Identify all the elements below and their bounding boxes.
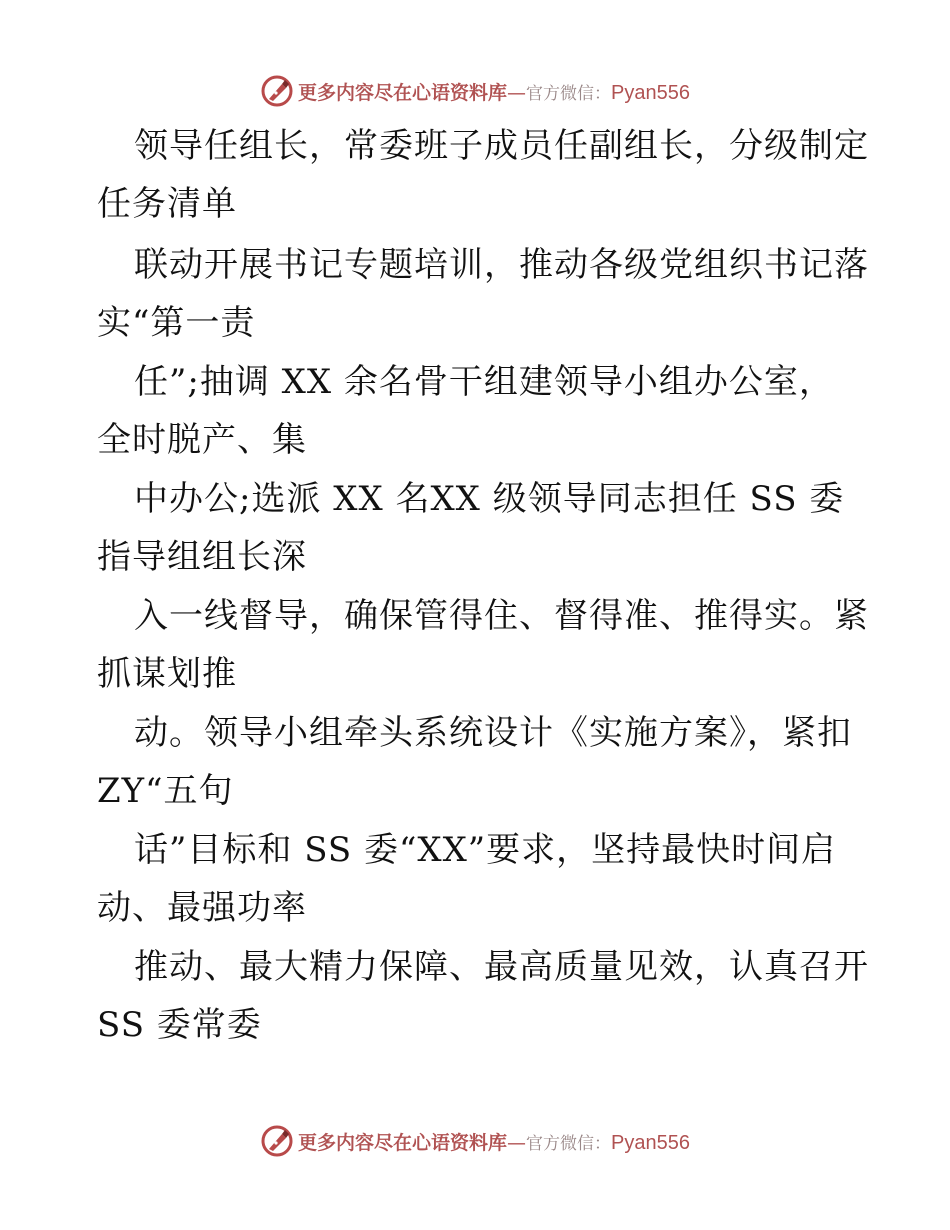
paragraph-line: 领导任组长，常委班子成员任副组长，分级制定 (134, 126, 869, 166)
header-site-text: 更多内容尽在心语资料库 (298, 81, 508, 104)
paragraph-line: ZY“五句 (97, 771, 234, 811)
paragraph-line: 中办公;选派 XX 名XX 级领导同志担任 SS 委 (134, 479, 845, 519)
paragraph-line: 推动、最大精力保障、最高质量见效，认真召开 (134, 947, 869, 987)
paragraph-line: 全时脱产、集 (97, 420, 307, 460)
header-wechat-label: 官方微信： (526, 83, 612, 104)
pen-nib-logo-icon (260, 1124, 294, 1158)
paragraph-line: SS 委常委 (97, 1005, 262, 1045)
footer-wechat-id: Pyan556 (611, 1131, 690, 1154)
paragraph-line: 话”目标和 SS 委“XX”要求，坚持最快时间启 (134, 830, 837, 870)
header-banner-text (298, 78, 690, 105)
paragraph-line: 动。领导小组牵头系统设计《实施方案》，紧扣 (134, 713, 852, 753)
footer-separator: — (507, 1131, 527, 1154)
paragraph-line: 指导组组长深 (97, 537, 307, 577)
paragraph-line: 入一线督导，确保管得住、督得准、推得实。紧 (134, 596, 869, 636)
paragraph-line: 实“第一责 (97, 303, 256, 343)
pen-nib-logo-icon (260, 74, 294, 108)
header-separator: — (507, 81, 527, 104)
header-banner (0, 71, 950, 111)
paragraph-line: 任务清单 (97, 184, 237, 224)
footer-wechat-label: 官方微信： (526, 1133, 612, 1154)
paragraph-line: 抓谋划推 (97, 654, 237, 694)
header-wechat-id: Pyan556 (611, 81, 690, 104)
paragraph-line: 联动开展书记专题培训，推动各级党组织书记落 (134, 245, 869, 285)
paragraph-line: 动、最强功率 (97, 888, 307, 928)
footer-banner (0, 1121, 950, 1161)
paragraph-line: 任”;抽调 XX 余名骨干组建领导小组办公室， (134, 362, 834, 402)
footer-banner-text (298, 1128, 690, 1155)
footer-site-text: 更多内容尽在心语资料库 (298, 1131, 508, 1154)
